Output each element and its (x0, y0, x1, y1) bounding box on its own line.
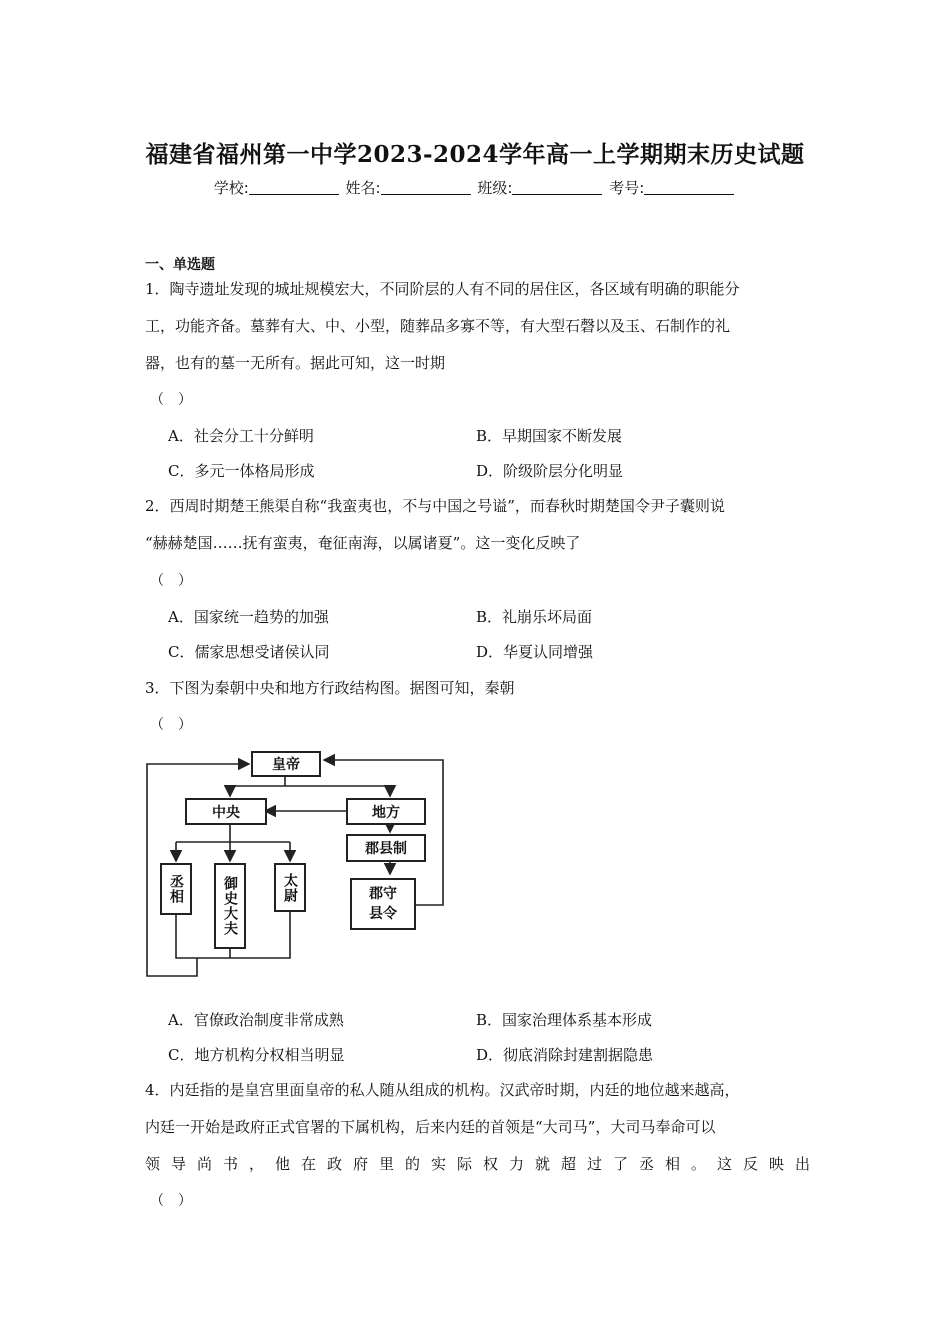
name-label: 姓名: (345, 179, 381, 197)
q2-answer-paren: （ ） (150, 573, 192, 589)
q3-option-c[interactable]: C．地方机构分权相当明显 (168, 1046, 345, 1064)
class-label: 班级: (477, 179, 513, 197)
q2-option-a[interactable]: A．国家统一趋势的加强 (168, 608, 329, 626)
section-heading: 一、单选题 (145, 257, 215, 273)
q3-line-1: 3．下图为秦朝中央和地方行政结构图。据图可知，秦朝 (145, 679, 515, 697)
q1-line-1: 1．陶寺遗址发现的城址规模宏大，不同阶层的人有不同的居住区，各区域有明确的职能分 (145, 280, 740, 298)
name-blank[interactable] (381, 180, 471, 195)
q1-line-3: 器，也有的墓一无所有。据此可知，这一时期 (145, 354, 446, 372)
diagram-central-box: 中央 (185, 798, 267, 825)
q1-option-a[interactable]: A．社会分工十分鲜明 (168, 427, 314, 445)
student-info-row (0, 177, 950, 198)
school-blank[interactable] (249, 180, 339, 195)
q3-option-b[interactable]: B．国家治理体系基本形成 (476, 1011, 653, 1029)
qin-administrative-structure-diagram (145, 748, 450, 980)
q4-line-3: 领导尚书，他在政府里的实际权力就超过了丞相。这反映出 (145, 1155, 810, 1173)
q4-line-1: 4．内廷指的是皇宫里面皇帝的私人随从组成的机构。汉武帝时期，内廷的地位越来越高， (145, 1081, 740, 1099)
q4-answer-paren: （ ） (150, 1193, 192, 1209)
diagram-emperor-box: 皇帝 (251, 751, 321, 777)
q4-line-2: 内廷一开始是政府正式官署的下属机构，后来内廷的首领是“大司马”，大司马奉命可以 (145, 1118, 716, 1136)
q2-option-b[interactable]: B．礼崩乐坏局面 (476, 608, 593, 626)
exam-number-label: 考号: (609, 179, 645, 197)
q2-option-c[interactable]: C．儒家思想受诸侯认同 (168, 643, 330, 661)
q1-answer-paren: （ ） (150, 392, 192, 408)
q2-line-1: 2．西周时期楚王熊渠自称“我蛮夷也，不与中国之号谥”，而春秋时期楚国令尹子囊则说 (145, 497, 725, 515)
q1-line-2: 工，功能齐备。墓葬有大、中、小型，随葬品多寡不等，有大型石磬以及玉、石制作的礼 (145, 317, 731, 335)
school-label: 学校: (213, 179, 249, 197)
diagram-censor-box: 御史大夫 (214, 863, 246, 949)
q1-option-b[interactable]: B．早期国家不断发展 (476, 427, 623, 445)
diagram-commandery-system-box: 郡县制 (346, 834, 426, 862)
q3-option-d[interactable]: D．彻底消除封建割据隐患 (476, 1046, 654, 1064)
q3-answer-paren: （ ） (150, 717, 192, 733)
q2-option-d[interactable]: D．华夏认同增强 (476, 643, 594, 661)
exam-number-blank[interactable] (644, 180, 734, 195)
q1-option-d[interactable]: D．阶级阶层分化明显 (476, 462, 624, 480)
diagram-governors-box: 郡守 县令 (350, 878, 416, 930)
class-blank[interactable] (512, 180, 602, 195)
diagram-local-box: 地方 (346, 798, 426, 825)
q2-line-2: “赫赫楚国……抚有蛮夷，奄征南海，以属诸夏”。这一变化反映了 (145, 534, 581, 552)
q3-option-a[interactable]: A．官僚政治制度非常成熟 (168, 1011, 344, 1029)
q1-option-c[interactable]: C．多元一体格局形成 (168, 462, 315, 480)
exam-title: 福建省福州第一中学2023-2024学年高一上学期期末历史试题 (145, 141, 805, 168)
diagram-chancellor-box: 丞相 (160, 863, 192, 915)
diagram-commandant-box: 太尉 (274, 863, 306, 912)
